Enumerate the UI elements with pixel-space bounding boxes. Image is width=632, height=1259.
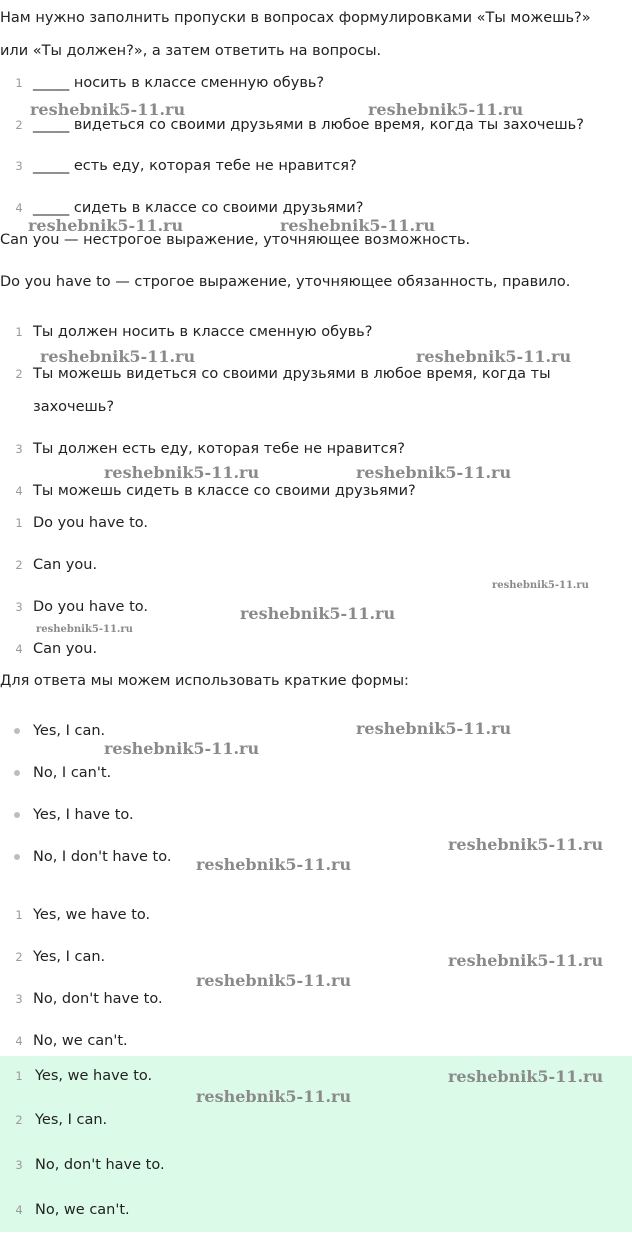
fill-number: 4 bbox=[15, 642, 23, 656]
answer-item: No, don't have to. bbox=[33, 991, 163, 1007]
question-item: _____ есть еду, которая тебе не нравится? bbox=[33, 158, 357, 174]
intro-line-1: Нам нужно заполнить пропуски в вопросах формулировками «Ты можешь?» bbox=[0, 10, 591, 26]
note-have-to: Do you have to — строгое выражение, уточняющее обязанность, правило. bbox=[0, 274, 571, 290]
final-answer-number: 2 bbox=[15, 1113, 23, 1127]
watermark: reshebnik5-11.ru bbox=[28, 216, 184, 235]
watermark: reshebnik5-11.ru bbox=[356, 463, 512, 482]
short-form-item: No, I can't. bbox=[33, 765, 112, 781]
fill-number: 3 bbox=[15, 600, 23, 614]
watermark: reshebnik5-11.ru bbox=[196, 971, 352, 990]
watermark: reshebnik5-11.ru bbox=[196, 855, 352, 874]
fill-number: 2 bbox=[15, 558, 23, 572]
watermark: reshebnik5-11.ru bbox=[36, 624, 133, 635]
translation-item: Ты должен есть еду, которая тебе не нравится? bbox=[33, 441, 405, 457]
watermark: reshebnik5-11.ru bbox=[280, 216, 436, 235]
watermark: reshebnik5-11.ru bbox=[240, 604, 396, 623]
translation-number: 3 bbox=[15, 442, 23, 456]
question-number: 3 bbox=[15, 159, 23, 173]
answer-number: 2 bbox=[15, 950, 23, 964]
question-number: 2 bbox=[15, 118, 23, 132]
final-answer-item: No, don't have to. bbox=[35, 1157, 165, 1173]
short-form-item: No, I don't have to. bbox=[33, 849, 172, 865]
short-forms-intro: Для ответа мы можем использовать краткие формы: bbox=[0, 673, 409, 689]
translation-item: Ты должен носить в классе сменную обувь? bbox=[33, 324, 373, 340]
question-number: 4 bbox=[15, 201, 23, 215]
final-answer-number: 3 bbox=[15, 1158, 23, 1172]
watermark: reshebnik5-11.ru bbox=[30, 100, 186, 119]
fill-item: Do you have to. bbox=[33, 599, 148, 615]
answer-item: Yes, we have to. bbox=[33, 907, 151, 923]
bullet-dot bbox=[14, 770, 20, 776]
answer-number: 3 bbox=[15, 992, 23, 1006]
watermark: reshebnik5-11.ru bbox=[448, 835, 604, 854]
question-number: 1 bbox=[15, 76, 23, 90]
short-form-item: Yes, I can. bbox=[33, 723, 106, 739]
fill-item: Can you. bbox=[33, 641, 98, 657]
final-answer-item: No, we can't. bbox=[35, 1202, 130, 1218]
watermark: reshebnik5-11.ru bbox=[104, 739, 260, 758]
answer-number: 1 bbox=[15, 908, 23, 922]
translation-item-continuation: захочешь? bbox=[33, 399, 115, 415]
fill-item: Can you. bbox=[33, 557, 98, 573]
bullet-dot bbox=[14, 728, 20, 734]
fill-item: Do you have to. bbox=[33, 515, 148, 531]
answer-item: Yes, I can. bbox=[33, 949, 106, 965]
watermark: reshebnik5-11.ru bbox=[368, 100, 524, 119]
final-answer-number: 4 bbox=[15, 1203, 23, 1217]
translation-number: 2 bbox=[15, 367, 23, 381]
bullet-dot bbox=[14, 812, 20, 818]
translation-number: 1 bbox=[15, 325, 23, 339]
question-item: _____ видеться со своими друзьями в любое время, когда ты захочешь? bbox=[33, 117, 584, 133]
final-answer-item: Yes, we have to. bbox=[35, 1068, 153, 1084]
final-answer-item: Yes, I can. bbox=[35, 1112, 108, 1128]
watermark: reshebnik5-11.ru bbox=[448, 951, 604, 970]
fill-number: 1 bbox=[15, 516, 23, 530]
intro-line-2: или «Ты должен?», а затем ответить на вопросы. bbox=[0, 43, 382, 59]
watermark: reshebnik5-11.ru bbox=[492, 580, 589, 591]
translation-item: Ты можешь сидеть в классе со своими друзьями? bbox=[33, 483, 416, 499]
watermark: reshebnik5-11.ru bbox=[40, 347, 196, 366]
watermark: reshebnik5-11.ru bbox=[356, 719, 512, 738]
watermark: reshebnik5-11.ru bbox=[448, 1067, 604, 1086]
watermark: reshebnik5-11.ru bbox=[104, 463, 260, 482]
watermark: reshebnik5-11.ru bbox=[416, 347, 572, 366]
short-form-item: Yes, I have to. bbox=[33, 807, 134, 823]
note-can-you: Can you — нестрогое выражение, уточняющее возможность. bbox=[0, 232, 471, 248]
answer-item: No, we can't. bbox=[33, 1033, 128, 1049]
final-answer-number: 1 bbox=[15, 1069, 23, 1083]
question-item: _____ сидеть в классе со своими друзьями? bbox=[33, 200, 364, 216]
answer-number: 4 bbox=[15, 1034, 23, 1048]
bullet-dot bbox=[14, 854, 20, 860]
translation-number: 4 bbox=[15, 484, 23, 498]
watermark: reshebnik5-11.ru bbox=[196, 1087, 352, 1106]
question-item: _____ носить в классе сменную обувь? bbox=[33, 75, 325, 91]
translation-item: Ты можешь видеться со своими друзьями в любое время, когда ты bbox=[33, 366, 551, 382]
